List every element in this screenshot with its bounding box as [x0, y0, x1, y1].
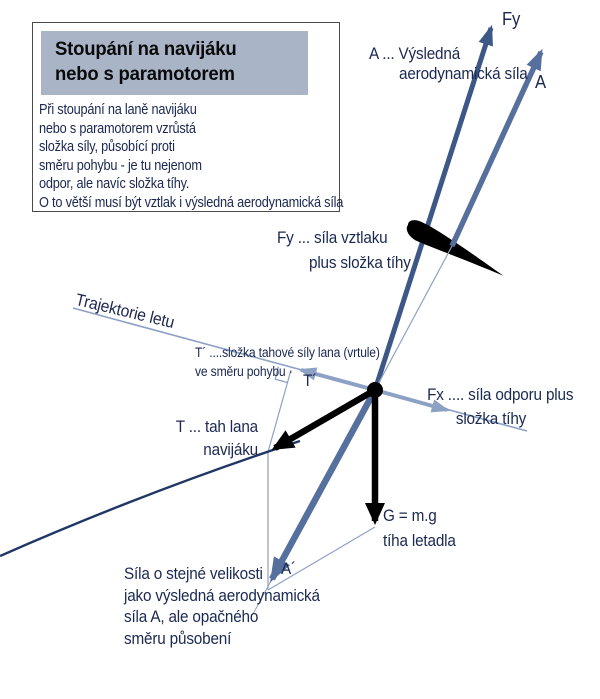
trajectory-label: Trajektorie letu [73, 290, 177, 333]
a-prime-description-line: síla A, ale opačného [124, 607, 259, 626]
fx-description-line: složka tíhy [455, 409, 527, 428]
t-prime-description-line: ve směru pohybu · [195, 364, 293, 379]
info-body-line: O to větší musí být vztlak i výsledná aerodynamická síla [39, 193, 344, 211]
t-description-line: T ... tah lana [175, 417, 258, 436]
a-prime-description-line: jako výsledná aerodynamická [124, 585, 320, 605]
info-body-line: směru pohybu - je tu nejenom [39, 156, 202, 174]
info-box-body [39, 101, 344, 213]
t-description [161, 415, 258, 461]
info-box-header [41, 31, 308, 95]
g-description-line: G = m.g [383, 506, 437, 525]
t-description-line: navijáku [203, 440, 258, 459]
fy-description-line: Fy ... síla vztlaku [277, 228, 388, 247]
center-point [367, 382, 383, 398]
a-symbol-label: A [535, 71, 546, 92]
t-prime-description-line: T´ ....složka tahové síly lana (vrtule) [195, 345, 380, 360]
fy-description-line: plus složka tíhy [309, 253, 411, 272]
info-body-line: Při stoupání na laně navijáku [39, 101, 197, 118]
g-description-line: tíha letadla [383, 531, 456, 550]
t-prime-symbol-label: T´ [303, 371, 318, 390]
a-description-line: aerodynamická síla [399, 64, 528, 83]
info-body-line: odpor, ale navíc složka tíhy. [39, 175, 190, 193]
fy-symbol-label: Fy [502, 8, 521, 29]
a-description-line: A ... Výsledná [369, 44, 461, 63]
info-box [32, 22, 344, 212]
info-title-line: Stoupání na navijáku [55, 38, 237, 60]
info-title-line: nebo s paramotorem [55, 63, 235, 85]
fx-description-line: Fx .... síla odporu plus [427, 385, 574, 404]
a-prime-description-line: Síla o stejné velikosti [124, 564, 263, 583]
fx-description [427, 383, 574, 431]
a-prime-description [124, 563, 320, 649]
info-body-line: složka síly, působící proti [39, 138, 175, 156]
a-prime-description-line: směru působení [124, 628, 232, 648]
t-prime-description [195, 343, 380, 381]
info-body-line: nebo s paramotorem vzrůstá [39, 119, 196, 137]
g-description [383, 503, 456, 553]
a-prime-symbol-label: A´ [281, 559, 296, 578]
